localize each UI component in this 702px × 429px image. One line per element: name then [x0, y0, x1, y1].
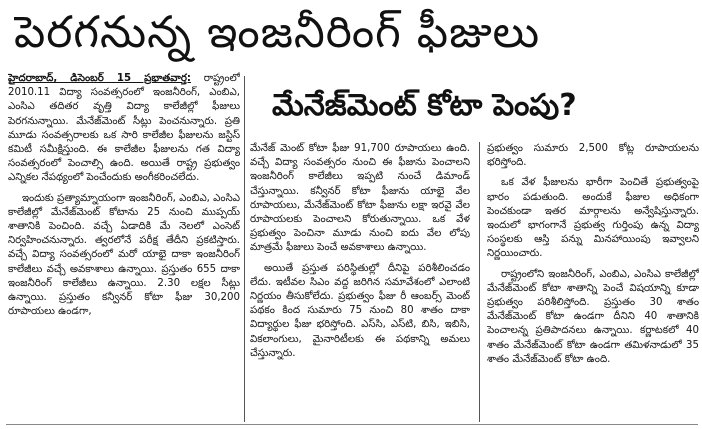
paragraph: ప్రభుత్వం సుమారు 2,500 కోట్ల రూపాయలను భరిస్తోంది.: [487, 143, 699, 169]
dateline: హైదరాబాద్, డిసెంబర్ 15 ప్రభాతవార్త:: [8, 73, 191, 84]
paragraph: రాష్ట్రంలోని ఇంజనీరింగ్, ఎంబిఎ, ఎంసిఎ కాలేజీల్లో మేనేజ్‌మెంట్ కోటా శాతాన్ని పెంచే విషయాన్ని కూడా ప్రభుత్వం పరిశీలిస్తోంది. ప్రస్తుతం 30 శాతం మేనేజ్‌మెంట్ కోటా ఉండగా దీనిని 40 శాతానికి పెంచాలన్న ప్రతిపాదనలు ఉన్నాయి. కర్ణాటకలో 40 శాతం మేనేజ్‌మెంట్ కోటా ఉండగా తమిళనాడులో 35 శాతం మేనేజ్‌మెంట్ కోటా ఉంది.: [487, 268, 699, 365]
paragraph: మేనేజ్ మెంట్ కోటా ఫీజు 91,700 రూపాయలు ఉంది. వచ్చే విద్యా సంవత్సరం నుంచి ఈ ఫీజును పెంచాలని ఇంజనీరింగ్ కాలేజీలు ఇప్పటి నుంచే డిమాండ్ చేస్తున్నాయి. కన్వీనర్ కోటా ఫీజును యాభై వేల రూపాయలు, మేనేజ్‌మెంట్ కోటా ఫీజును లక్షా ఇరవై వేల రూపాయలకు పెంచాలని కోరుతున్నాయి. ఒక వేళ ప్రభుత్వం పెంచినా మూడు నుంచి ఐదు వేల లోపు మాత్రమే ఫీజులు పెంచే అవకాశాలు ఉన్నాయి.: [250, 143, 470, 254]
paragraph: అయితే ప్రస్తుత పరిస్థితుల్లో దీనిపై పరిశీలించడం లేదు. ఇటీవల సిఎం వద్ద జరిగిన సమావేశంలో ఎలాంటి నిర్ణయం తీసుకోలేదు. ప్రభుత్వం ఫీజు రీ ఆంబర్స్ మెంట్ పథకం కింద సుమారు 75 నుంచి 80 శాతం దాకా విద్యార్థుల ఫీజు భరిస్తోంది. ఎస్‌సి, ఎస్‌టి, బిసి, ఇబిసి, వికలాంగులు, మైనారిటీలకు ఈ పథకాన్ని అమలు చేస్తున్నారు.: [250, 262, 470, 359]
column-divider: [244, 76, 245, 422]
article-column-2: [250, 142, 470, 424]
paragraph: ఒక వేళ ఫీజులను భారీగా పెంచితే ప్రభుత్వంపై భారం పడుతుంది. అందుకే ఫీజుల అధికంగా పెంచకుండా ఇతర మార్గాలను అన్వేషిస్తున్నారు. ఇందులో భాగంగానే ప్రభుత్వ గుర్తింపు ఉన్న విద్యా సంస్థలకు ఆస్తి పన్ను మినహాయింపు ఇవ్వాలని నిర్ణయించారు.: [487, 177, 699, 260]
subheadline: మేనేజ్‌మెంట్ కోటా పెంపు?: [272, 88, 577, 123]
article-column-1: [8, 72, 240, 424]
column-divider: [479, 142, 480, 422]
article-column-3: [487, 142, 699, 424]
paragraph-text: రాష్ట్రంలో 2010.11 విద్యా సంవత్సరంలో ఇంజనీరింగ్, ఎంబిఎ, ఎంసిఎ తదితర వృత్తి విద్యా కాలేజీల్లో ఫీజులు పెరగనున్నాయి. మేనేజ్‌మెంట్ సీట్లు పెంచనున్నారు. ప్రతి మూడు సంవత్సరాలకు ఒక సారి కాలేజీల ఫీజులను జస్టిస్ కమిటీ సమీక్షిస్తుంది. ఈ కాలేజీల ఫీజులను గత విద్యా సంవత్సరంలో పెంచాల్సి ఉంది. అయితే రాష్ట్ర ప్రభుత్వం ఎన్నికల నేపథ్యంలో పెంచేందుకు అంగీకరించలేదు.: [8, 73, 240, 184]
paragraph: [8, 72, 240, 186]
bottom-rule: [6, 424, 698, 425]
headline: పెరగనున్న ఇంజనీరింగ్ ఫీజులు: [14, 7, 541, 58]
paragraph: ఇందుకు ప్రత్యామ్నాయంగా ఇంజనీరింగ్, ఎంబిఎ, ఎంసిఎ కాలేజీల్లో మేనేజ్‌మెంట్ కోటాను 25 నుంచి ముప్పయ్ శాతానికి పెంచింది. వచ్చే ఏడాదికి మే నెలలో ఎంసెట్ నిర్వహించనున్నారు. త్వరలోనే పరీక్ష తేదీని ప్రకటిస్తారు. వచ్చే విద్యా సంవత్సరంలో మరో యాభై దాకా ఇంజనీరింగ్ కాలేజీలు వచ్చే అవకాశాలు ఉన్నాయి. ప్రస్తుతం 655 దాకా ఇంజనీరింగ్ కాలేజీలు ఉన్నాయి. 2.30 లక్షల సీట్లు ఉన్నాయి. ప్రస్తుతం కన్వీనర్ కోటా ఫీజు 30,200 రూపాయలు ఉండగా,: [8, 192, 240, 318]
